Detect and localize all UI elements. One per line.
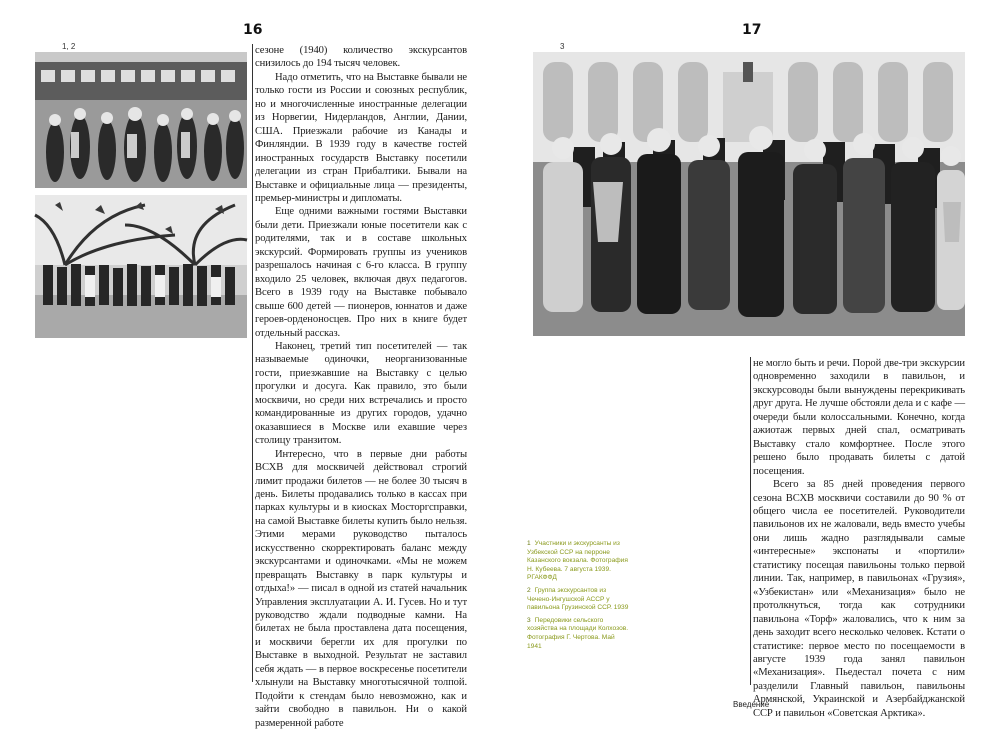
left-column-rule <box>252 44 253 682</box>
caption-text: Передовики сельского хозяйства на площади Колхозов. Фотография Г. Чертова. Май 1941 <box>527 616 629 650</box>
photo-train-platform <box>35 52 247 188</box>
photo-label-right: 3 <box>560 42 565 51</box>
left-paragraph: Надо отметить, что на Выставке бывали не только гости из России и союзных республик, но и многочисленные иностранные делегации из Норвегии, Нидерландов, Англии, Дании, США. Приезжали рабочие из Канады и Финляндии. В 1939 году в качестве гостей иностранных государств Выставку посетили делегации из стран Прибалтики. Бывали на Выставке и официальные лица — президенты, премьер-министры и дипломаты. <box>255 71 467 204</box>
caption-number: 2 <box>527 586 531 594</box>
caption-text: Участники и экскурсанты из Узбекской ССР на перроне Казанского вокзала. Фотография Н. Кубеева. 7 августа 1939. РГАКФФД <box>527 540 628 582</box>
left-paragraph: Еще одними важными гостями Выставки были дети. Приезжали юные посетители как с родителями, так и в составе школьных экскурсий. Формировать группы из учеников разрешалось начиная с 6-го класса. В группу входило 25 человек, включая двух педагогов. Всего в 1939 году на Выставке побывало свыше 600 детей — пионеров, юннатов и даже героев-орденоносцев. Про них в книге будет отдельный рассказ. <box>255 206 467 339</box>
caption-text: Группа экскурсантов из Чечено-Ингушской АССР у павильона Грузинской ССР. 1939 <box>527 586 629 612</box>
caption <box>527 617 631 651</box>
right-text-column <box>753 357 965 719</box>
caption-number: 3 <box>527 616 531 624</box>
photo-label-left: 1, 2 <box>62 42 76 51</box>
caption <box>527 587 631 613</box>
left-text-column <box>255 44 467 729</box>
photo-collective-farmers <box>533 52 965 336</box>
page-number-right: 17 <box>742 22 762 38</box>
page-number-left: 16 <box>243 22 263 38</box>
left-paragraph: Интересно, что в первые дни работы ВСХВ для москвичей действовал строгий лимит продажи билетов — не более 30 тысяч в день. Билеты продавались только в кассах при парках культуры и в киосках Мосторгсправки, на самой Выставке билеты купить было нельзя. Этими мерами руководство пыталось искусственно скорректировать баланс между экскурсантами и одиночками. «Мы не можем превращать Выставку в парк культуры и отдыха!» — писал в одной из статей начальник Управления эксплуатации А. И. Гусев. Но и тут руководство ждали подводные камни. На билетах не была проставлена дата посещения, и москвичи берегли их для прогулки по Выставке в выходной. Результат не заставил себя ждать — в первое воскресенье посетители хлынули на Выставку многотысячной толпой. Подойти к стендам было невозможно, как и зайти свободно в павильон. Ни о какой размеренной работе <box>255 448 467 729</box>
right-paragraph: не могло быть и речи. Порой две-три экскурсии одновременно заходили в павильон, и экскурсоводы были вынуждены перекрикивать друг друга. Не лучше обстояли дела и с кафе — очереди были колоссальными. Конечно, когда ажиотаж первых дней спал, осматривать Выставку стало комфортнее. После этого решено было продавать билеты с датой посещения. <box>753 358 965 477</box>
photo-captions <box>527 540 631 655</box>
caption <box>527 540 631 583</box>
left-paragraph: Наконец, третий тип посетителей — так называемые одиночки, неорганизованные гости, приезжавшие на Выставку с целью прогулки и досуга. Как правило, это были москвичи, но среди них встречались и просто командированные из других городов, удачно оказавшиеся в Москве или ехавшие через столицу транзитом. <box>255 340 467 447</box>
left-paragraph: сезоне (1940) количество экскурсантов снизилось до 194 тысяч человек. <box>255 45 467 70</box>
caption-number: 1 <box>527 540 531 547</box>
right-paragraph: Всего за 85 дней проведения первого сезона ВСХВ москвичи составили до 90 % от общего числа ее посетителей. Руководители павильонов их не жаловали, ведь вместо учебы они лишь жадно разглядывали самые «интересные» экспонаты и «портили» статистику посещая павильоны только первой линии. Так, например, в павильонах «Грузия», «Узбекистан» или «Механизация» было не протолкнуться, тогда как сотрудники павильона «Торф» жаловались, что к ним за день заходит всего несколько человек. Кстати о статистике: первое место по посещаемости в августе 1939 года занял павильон «Механизация». Пьедестал почета с ним разделили Главный павильон, павильоны Армянской, Украинской и Азербайджанской ССР и павильон «Советская Арктика». <box>753 479 965 719</box>
section-footer: Введение <box>733 700 770 709</box>
photo-group-palms <box>35 195 247 338</box>
right-column-rule <box>750 357 751 685</box>
